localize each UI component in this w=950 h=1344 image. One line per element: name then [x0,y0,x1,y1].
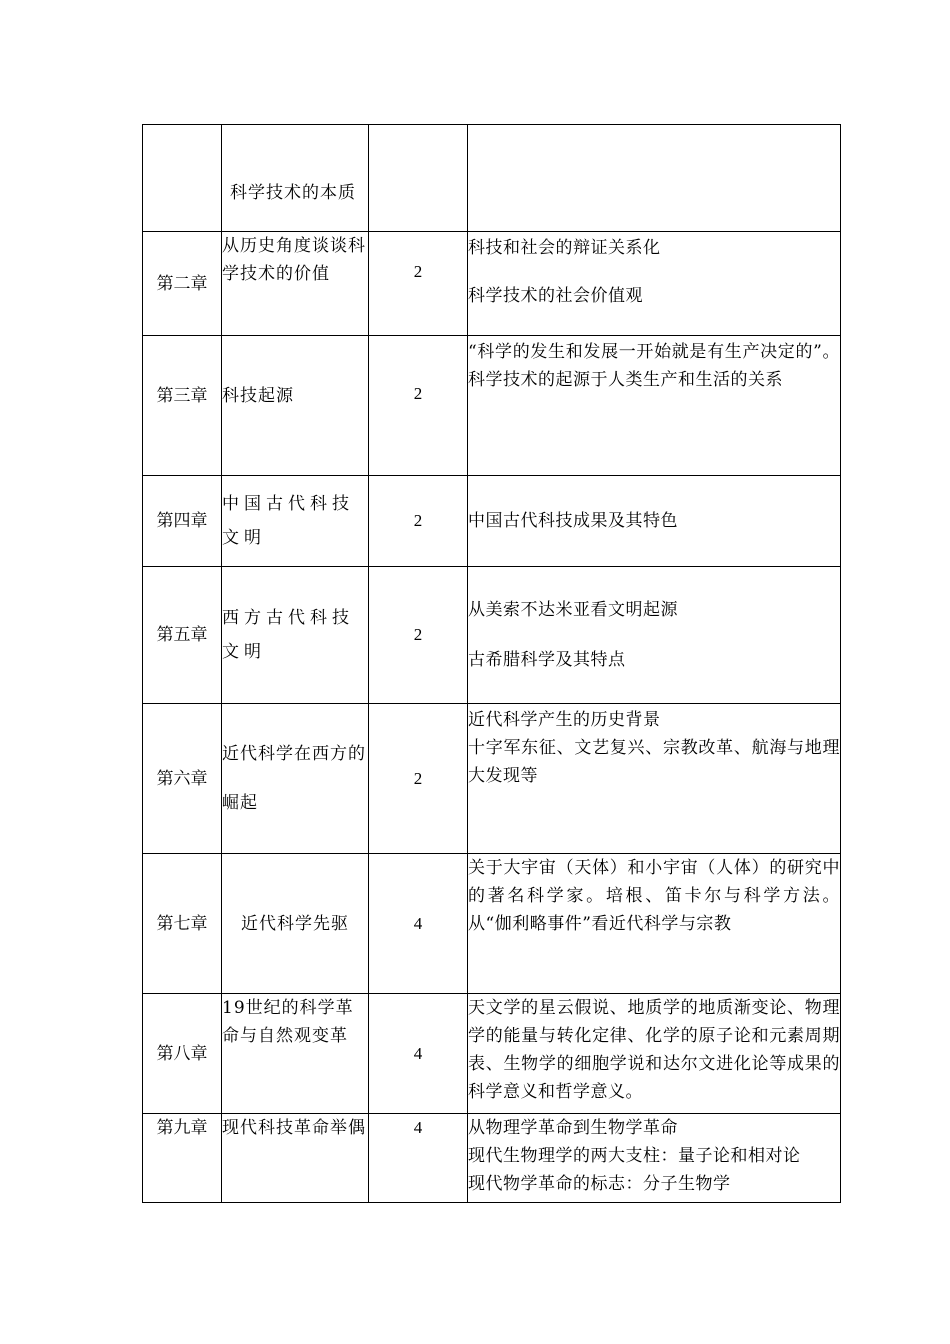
content-cell [468,336,841,476]
title-cell [222,125,369,232]
hours-cell [369,567,468,704]
hours-cell [369,476,468,567]
hours-cell [369,854,468,994]
hours-cell [369,232,468,336]
content-cell [468,567,841,704]
chapter-cell [143,476,222,567]
chapter-hours: 2 [413,262,423,281]
content-cell [468,1114,841,1203]
chapter-title: 近代科学先驱 [241,913,349,934]
content-line: 从物理学革命到生物学革命 [468,1118,678,1138]
chapter-number: 第四章 [156,511,208,531]
chapter-hours: 4 [413,913,423,933]
title-cell [222,336,369,476]
content-cell [468,125,841,232]
table-row [143,704,841,854]
content-cell [468,232,841,336]
table-row [143,1114,841,1203]
content-line: 现代生物理学的两大支柱：量子论和相对论 [468,1146,801,1166]
chapter-title: 19世纪的科学革命与自然观变革 [222,998,354,1046]
table-row [143,854,841,994]
chapter-cell [143,567,222,704]
chapter-title: 近代科学在西方的崛起 [222,743,366,813]
chapter-hours: 2 [413,625,423,644]
table-row [143,336,841,476]
chapter-cell [143,704,222,854]
content-line: 十字军东征、文艺复兴、宗教改革、航海与地理大发现等 [468,738,840,786]
title-cell [222,476,369,567]
chapter-title: 中国古代科技文明 [222,494,354,548]
chapter-cell [143,1114,222,1203]
content-cell [468,704,841,854]
chapter-title: 从历史角度谈谈科学技术的价值 [222,236,366,284]
hours-cell [369,704,468,854]
content-line: 关于大宇宙（天体）和小宇宙（人体）的研究中的著名科学家。培根、笛卡尔与科学方法。从“伽利略事件”看近代科学与宗教 [468,858,840,934]
chapter-cell [143,232,222,336]
hours-cell [369,1114,468,1203]
chapter-number: 第六章 [156,768,208,789]
content-line: 现代物学革命的标志：分子生物学 [468,1174,731,1194]
table-row [143,567,841,704]
chapter-title: 科技起源 [222,386,294,406]
chapter-number: 第五章 [156,625,208,645]
content-line: 中国古代科技成果及其特色 [468,511,678,531]
chapter-number: 第九章 [156,1118,208,1138]
chapter-hours: 2 [413,384,423,403]
title-cell [222,854,369,994]
title-cell [222,994,369,1114]
table-row [143,994,841,1114]
chapter-title: 现代科技革命举偶 [222,1118,366,1138]
chapter-number: 第七章 [156,913,208,934]
content-line: 从美索不达米亚看文明起源 [468,600,678,620]
chapter-hours: 4 [413,1118,423,1137]
syllabus-table [142,124,841,1203]
content-cell [468,854,841,994]
content-line: “科学的发生和发展一开始就是有生产决定的”。科学技术的起源于人类生产和生活的关系 [468,342,840,390]
hours-cell [369,336,468,476]
table-row [143,232,841,336]
chapter-title: 西方古代科技文明 [222,608,354,662]
chapter-number: 第八章 [156,1043,208,1064]
title-cell [222,1114,369,1203]
chapter-number: 第三章 [156,386,208,406]
chapter-number: 第二章 [156,273,208,294]
hours-cell [369,125,468,232]
content-line: 科技和社会的辩证关系化 [468,238,661,258]
content-cell [468,994,841,1114]
table-row [143,125,841,232]
title-cell [222,704,369,854]
chapter-title: 科学技术的本质 [230,183,356,203]
chapter-hours: 2 [413,511,423,530]
chapter-hours: 2 [413,768,423,788]
content-line: 天文学的星云假说、地质学的地质渐变论、物理学的能量与转化定律、化学的原子论和元素周期表、生物学的细胞学说和达尔文进化论等成果的科学意义和哲学意义。 [468,998,840,1102]
chapter-cell [143,994,222,1114]
content-cell [468,476,841,567]
title-cell [222,567,369,704]
chapter-hours: 4 [413,1043,423,1063]
hours-cell [369,994,468,1114]
content-line: 古希腊科学及其特点 [468,650,626,670]
chapter-cell [143,125,222,232]
content-line: 科学技术的社会价值观 [468,286,643,306]
title-cell [222,232,369,336]
table-row [143,476,841,567]
chapter-cell [143,854,222,994]
chapter-cell [143,336,222,476]
content-line: 近代科学产生的历史背景 [468,710,661,730]
